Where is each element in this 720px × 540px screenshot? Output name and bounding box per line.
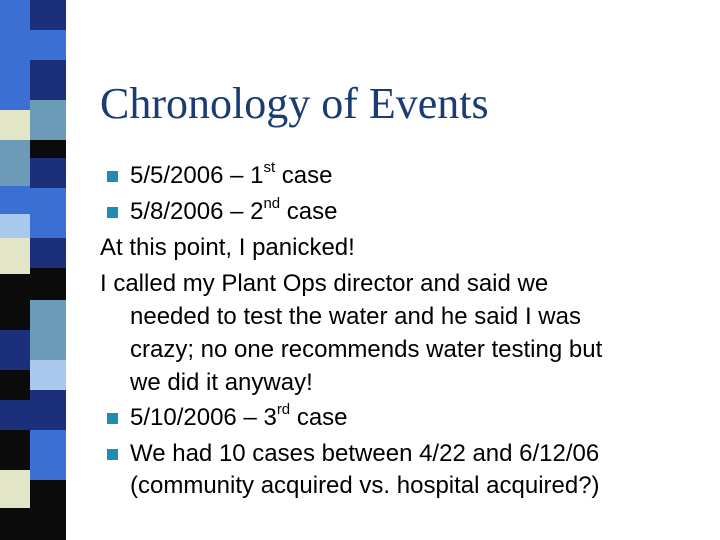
- bullet-icon: [107, 413, 118, 424]
- list-item: 5/5/2006 – 1st case: [130, 159, 333, 189]
- list-item-continuation: crazy; no one recommends water testing but: [130, 336, 603, 363]
- bullet-icon: [107, 207, 118, 218]
- list-item: I called my Plant Ops director and said we: [100, 270, 549, 297]
- slide-title: Chronology of Events: [100, 79, 489, 128]
- bullet-icon: [107, 171, 118, 182]
- list-item: We had 10 cases between 4/22 and 6/12/06: [130, 440, 600, 467]
- list-item-continuation: (community acquired vs. hospital acquired?): [130, 472, 600, 499]
- bullet-icon: [107, 449, 118, 460]
- list-item: 5/10/2006 – 3rd case: [130, 401, 348, 431]
- list-item: At this point, I panicked!: [100, 234, 355, 261]
- list-item-continuation: we did it anyway!: [130, 369, 313, 396]
- list-item: 5/8/2006 – 2nd case: [130, 195, 338, 225]
- list-item-continuation: needed to test the water and he said I was: [130, 303, 581, 330]
